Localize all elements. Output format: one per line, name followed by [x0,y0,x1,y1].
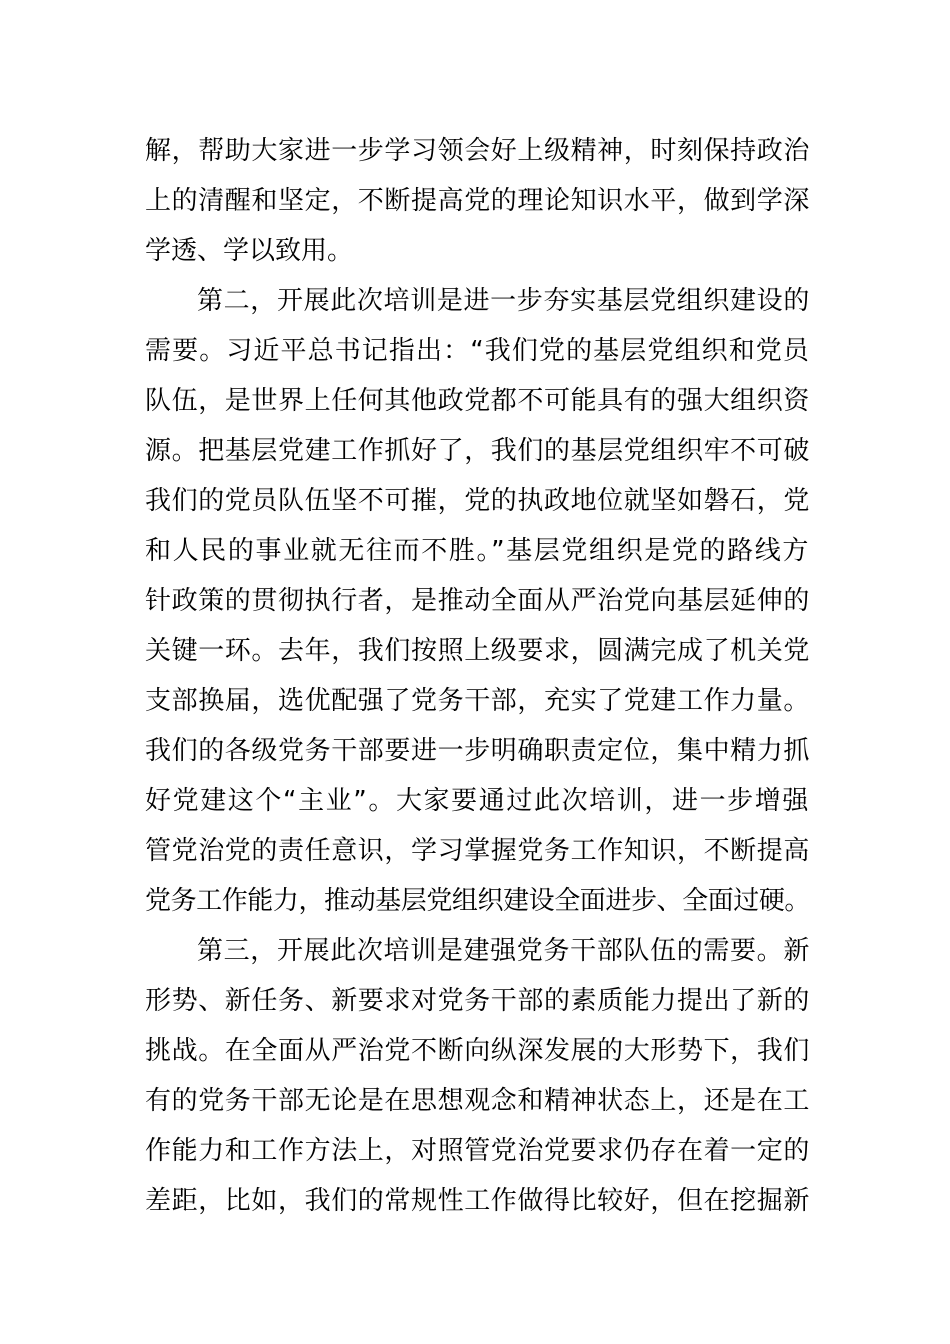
text-line: 差距，比如，我们的常规性工作做得比较好，但在挖掘新 [145,1186,810,1216]
text-line: 需要。习近平总书记指出：“我们党的基层党组织和党员 [145,336,810,366]
text-line: 源。把基层党建工作抓好了，我们的基层党组织牢不可破 [145,436,810,466]
text-line: 和人民的事业就无往而不胜。”基层党组织是党的路线方 [145,536,810,566]
text-line: 我们的各级党务干部要进一步明确职责定位，集中精力抓 [145,736,810,766]
text-line: 作能力和工作方法上，对照管党治党要求仍存在着一定的 [145,1136,810,1166]
text-line: 管党治党的责任意识，学习掌握党务工作知识，不断提高 [145,836,810,866]
text-line: 形势、新任务、新要求对党务干部的素质能力提出了新的 [145,986,810,1016]
body-text [145,126,810,1226]
text-line: 关键一环。去年，我们按照上级要求，圆满完成了机关党 [145,636,810,666]
text-line: 有的党务干部无论是在思想观念和精神状态上，还是在工 [145,1086,810,1116]
text-line: 好党建这个“主业”。大家要通过此次培训，进一步增强 [145,786,810,816]
text-line: 第二，开展此次培训是进一步夯实基层党组织建设的 [197,286,810,316]
text-line: 解，帮助大家进一步学习领会好上级精神，时刻保持政治 [145,136,810,166]
text-line: 支部换届，选优配强了党务干部，充实了党建工作力量。 [145,686,810,716]
text-line: 学透、学以致用。 [145,236,354,266]
text-line: 党务工作能力，推动基层党组织建设全面进步、全面过硬。 [145,886,810,916]
text-line: 挑战。在全面从严治党不断向纵深发展的大形势下，我们 [145,1036,810,1066]
text-line: 队伍，是世界上任何其他政党都不可能具有的强大组织资 [145,386,810,416]
text-line: 第三，开展此次培训是建强党务干部队伍的需要。新 [197,936,810,966]
text-line: 针政策的贯彻执行者，是推动全面从严治党向基层延伸的 [145,586,810,616]
text-line: 我们的党员队伍坚不可摧，党的执政地位就坚如磐石，党 [145,486,810,516]
text-line: 上的清醒和坚定，不断提高党的理论知识水平，做到学深 [145,186,810,216]
